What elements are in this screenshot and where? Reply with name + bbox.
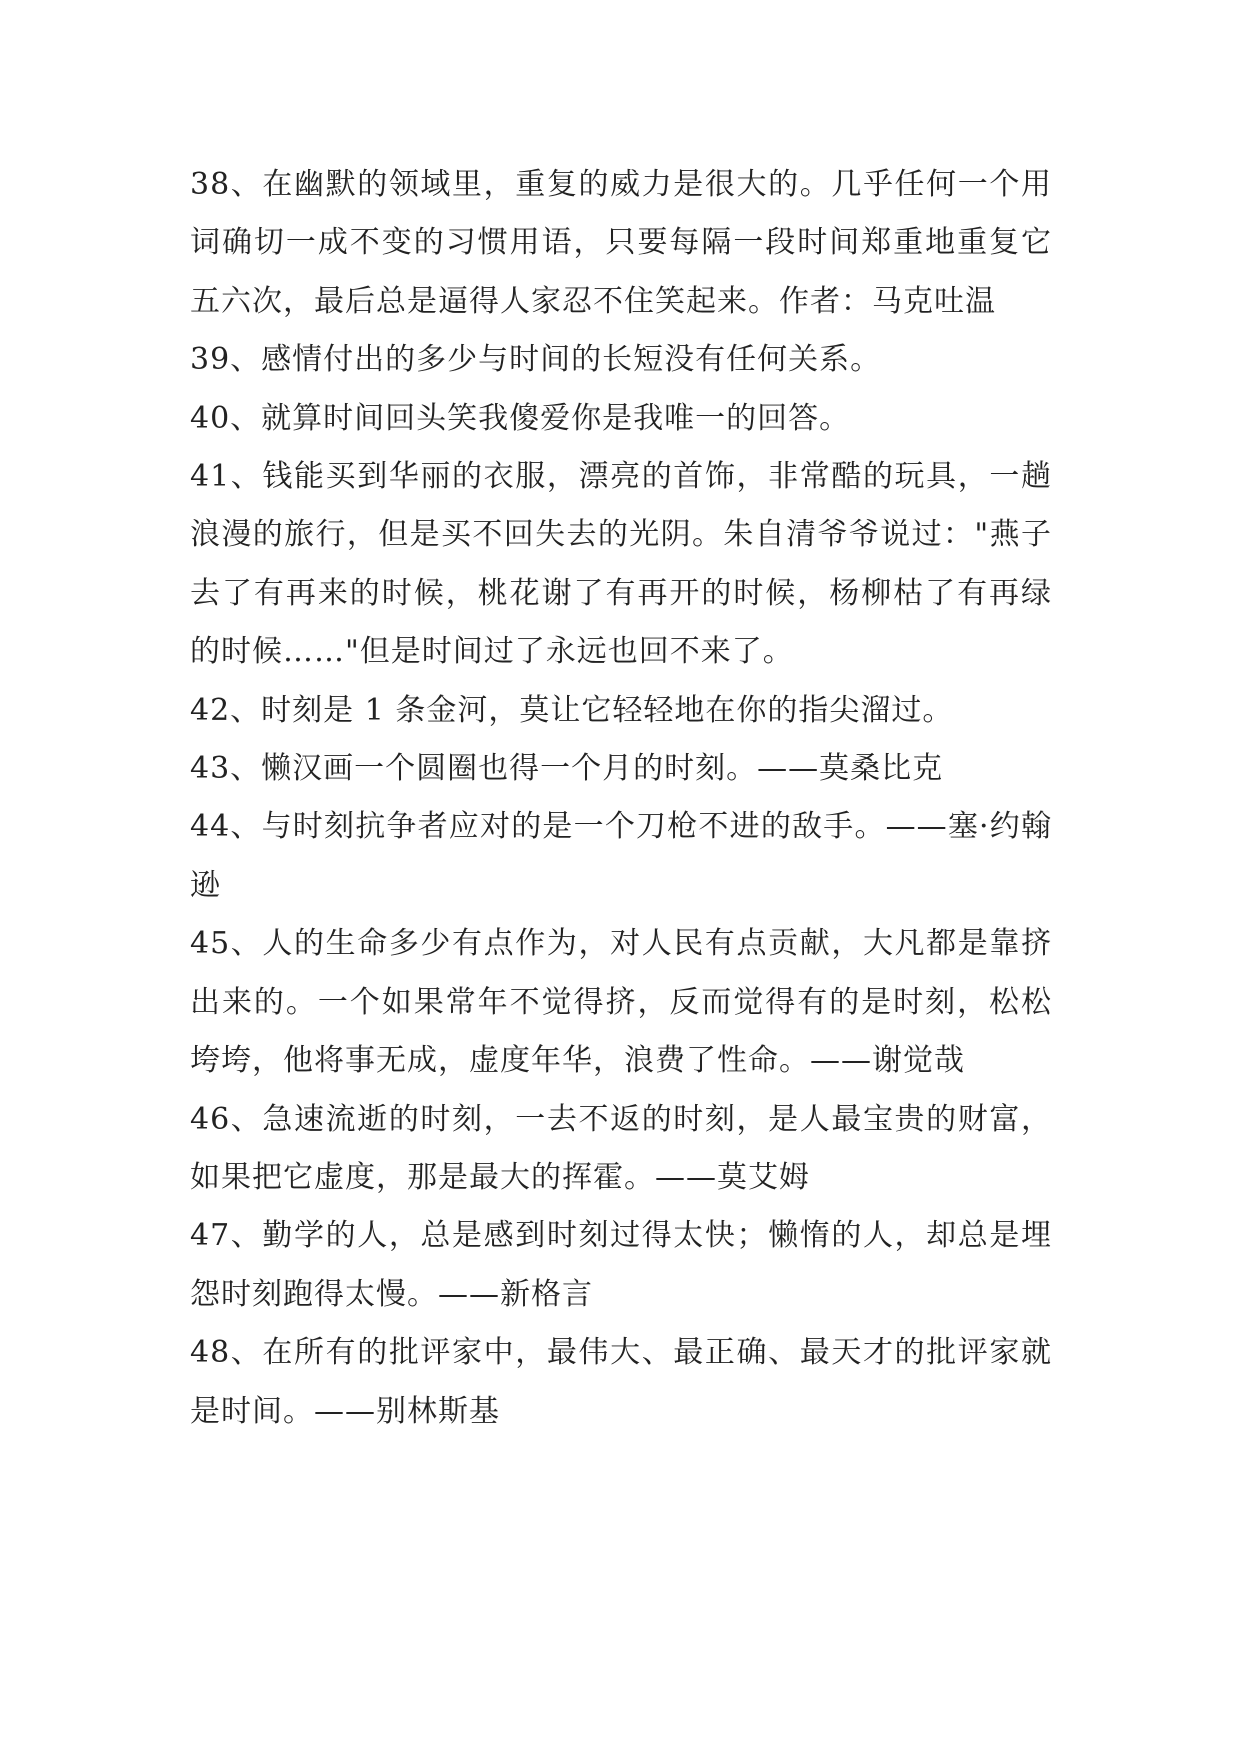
quote-entry-42: 42、时刻是 1 条金河，莫让它轻轻地在你的指尖溜过。 — [190, 692, 954, 728]
quote-entry-47: 47、勤学的人，总是感到时刻过得太快；懒惰的人，却总是埋怨时刻跑得太慢。——新格言 — [190, 1218, 1052, 1312]
quote-entry-38: 38、在幽默的领域里，重复的威力是很大的。几乎任何一个用词确切一成不变的习惯用语，只要每隔一段时间郑重地重复它五六次，最后总是逼得人家忍不住笑起来。作者：马克吐温 — [190, 167, 1052, 319]
quote-entry-40: 40、就算时间回头笑我傻爱你是我唯一的回答。 — [190, 400, 851, 436]
quote-entry-43: 43、懒汉画一个圆圈也得一个月的时刻。——莫桑比克 — [190, 751, 944, 787]
quote-entry-44: 44、与时刻抗争者应对的是一个刀枪不进的敌手。——塞·约翰逊 — [190, 809, 1052, 903]
document-body — [190, 156, 1052, 1441]
quote-entry-48: 48、在所有的批评家中，最伟大、最正确、最天才的批评家就是时间。——别林斯基 — [190, 1335, 1052, 1429]
quote-entry-39: 39、感情付出的多少与时间的长短没有任何关系。 — [190, 342, 882, 378]
quote-entry-41: 41、钱能买到华丽的衣服，漂亮的首饰，非常酷的玩具，一趟浪漫的旅行，但是买不回失去的光阴。朱自清爷爷说过："燕子去了有再来的时候，桃花谢了有再开的时候，杨柳枯了有再绿的时候……"但是时间过了永远也回不来了。 — [190, 459, 1052, 670]
quote-entry-46: 46、急速流逝的时刻，一去不返的时刻，是人最宝贵的财富，如果把它虚度，那是最大的挥霍。——莫艾姆 — [190, 1101, 1052, 1195]
quote-entry-45: 45、人的生命多少有点作为，对人民有点贡献，大凡都是靠挤出来的。一个如果常年不觉得挤，反而觉得有的是时刻，松松垮垮，他将事无成，虚度年华，浪费了性命。——谢觉哉 — [190, 926, 1052, 1079]
